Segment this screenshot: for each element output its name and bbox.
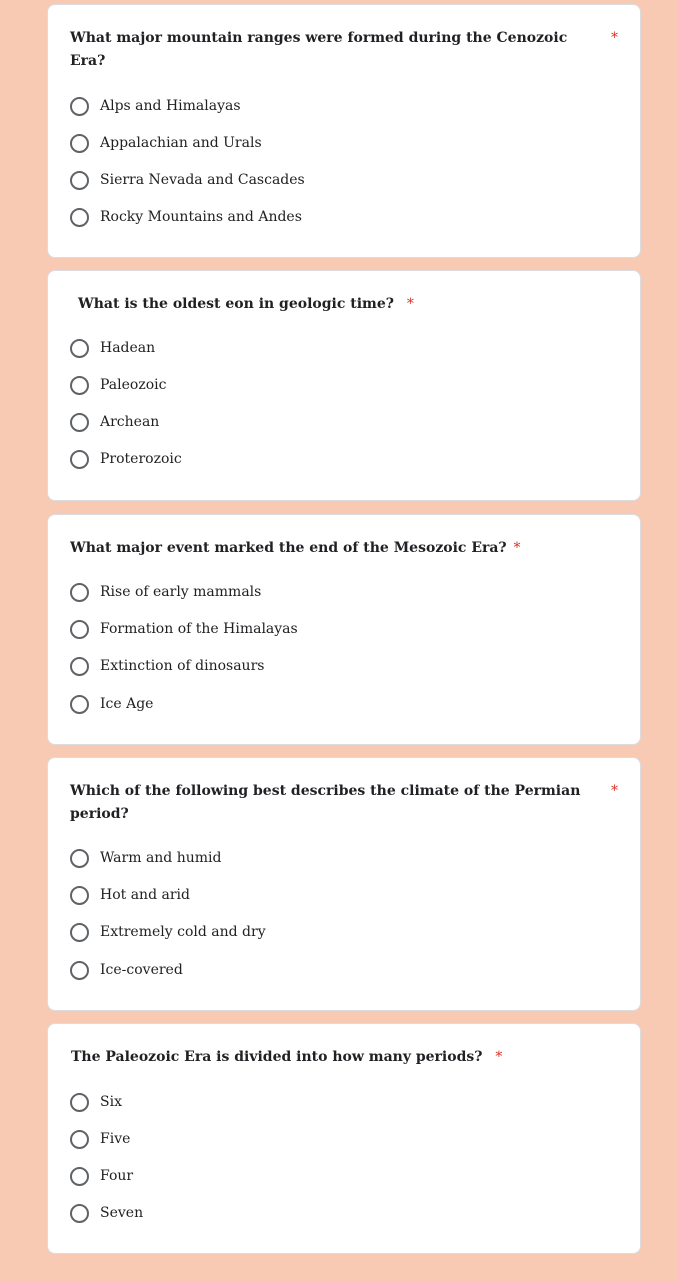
radio-circle-icon[interactable] <box>70 171 89 190</box>
question-card-2 <box>47 270 641 501</box>
radio-circle-icon[interactable] <box>70 961 89 980</box>
radio-circle-icon[interactable] <box>70 376 89 395</box>
radio-circle-icon[interactable] <box>70 339 89 358</box>
question-card-3 <box>47 514 641 745</box>
option-radio[interactable] <box>70 922 266 942</box>
option-label: Formation of the Himalayas <box>100 621 298 637</box>
radio-circle-icon[interactable] <box>70 620 89 639</box>
radio-circle-icon[interactable] <box>70 583 89 602</box>
option-radio[interactable] <box>70 170 305 190</box>
question-card-4 <box>47 757 641 1011</box>
option-label: Appalachian and Urals <box>100 135 262 151</box>
radio-circle-icon[interactable] <box>70 97 89 116</box>
required-asterisk: * <box>513 540 521 556</box>
option-radio[interactable] <box>70 1166 133 1186</box>
radio-circle-icon[interactable] <box>70 695 89 714</box>
question-title: What major mountain ranges were formed during the Cenozoic Era? <box>70 30 568 69</box>
option-label: Six <box>100 1094 122 1110</box>
required-asterisk: * <box>611 783 618 799</box>
required-asterisk: * <box>406 296 414 312</box>
question-title: Which of the following best describes the climate of the Permian period? <box>70 783 581 822</box>
question-title-text: The Paleozoic Era is divided into how many periods? <box>71 1049 483 1065</box>
question-title <box>71 1046 601 1069</box>
option-label: Extremely cold and dry <box>100 924 266 940</box>
option-radio[interactable] <box>70 412 159 432</box>
option-radio[interactable] <box>70 885 190 905</box>
option-label: Rocky Mountains and Andes <box>100 209 302 225</box>
radio-circle-icon[interactable] <box>70 134 89 153</box>
option-label: Extinction of dinosaurs <box>100 658 265 674</box>
question-title-text: What major event marked the end of the Mesozoic Era? <box>70 540 507 556</box>
required-asterisk: * <box>611 30 618 46</box>
radio-circle-icon[interactable] <box>70 208 89 227</box>
radio-circle-icon[interactable] <box>70 450 89 469</box>
option-radio[interactable] <box>70 694 153 714</box>
option-radio[interactable] <box>70 375 166 395</box>
option-label: Hadean <box>100 340 156 356</box>
option-radio[interactable] <box>70 207 302 227</box>
question-title <box>70 537 600 560</box>
option-radio[interactable] <box>70 848 221 868</box>
option-label: Five <box>100 1131 131 1147</box>
option-label: Hot and arid <box>100 887 190 903</box>
radio-circle-icon[interactable] <box>70 413 89 432</box>
question-card-1 <box>47 4 641 258</box>
option-radio[interactable] <box>70 1129 130 1149</box>
required-asterisk: * <box>495 1049 503 1065</box>
question-title <box>78 293 608 316</box>
radio-circle-icon[interactable] <box>70 1204 89 1223</box>
question-title-text: What is the oldest eon in geologic time? <box>78 296 394 312</box>
option-label: Rise of early mammals <box>100 584 262 600</box>
option-label: Archean <box>100 414 160 430</box>
option-label: Warm and humid <box>100 850 222 866</box>
option-radio[interactable] <box>70 133 262 153</box>
option-radio[interactable] <box>70 1203 143 1223</box>
option-label: Seven <box>100 1205 144 1221</box>
radio-circle-icon[interactable] <box>70 849 89 868</box>
option-radio[interactable] <box>70 96 241 116</box>
option-label: Paleozoic <box>100 377 167 393</box>
radio-circle-icon[interactable] <box>70 1093 89 1112</box>
radio-circle-icon[interactable] <box>70 1130 89 1149</box>
radio-circle-icon[interactable] <box>70 886 89 905</box>
radio-circle-icon[interactable] <box>70 657 89 676</box>
option-radio[interactable] <box>70 582 261 602</box>
option-label: Alps and Himalayas <box>100 98 241 114</box>
option-radio[interactable] <box>70 960 183 980</box>
option-label: Proterozoic <box>100 451 182 467</box>
option-label: Four <box>100 1168 134 1184</box>
option-radio[interactable] <box>70 1092 122 1112</box>
option-radio[interactable] <box>70 449 182 469</box>
option-radio[interactable] <box>70 619 298 639</box>
question-card-5 <box>47 1023 641 1254</box>
option-label: Ice Age <box>100 696 154 712</box>
option-radio[interactable] <box>70 656 264 676</box>
radio-circle-icon[interactable] <box>70 923 89 942</box>
option-label: Sierra Nevada and Cascades <box>100 172 305 188</box>
radio-circle-icon[interactable] <box>70 1167 89 1186</box>
option-label: Ice-covered <box>100 962 183 978</box>
option-radio[interactable] <box>70 338 155 358</box>
